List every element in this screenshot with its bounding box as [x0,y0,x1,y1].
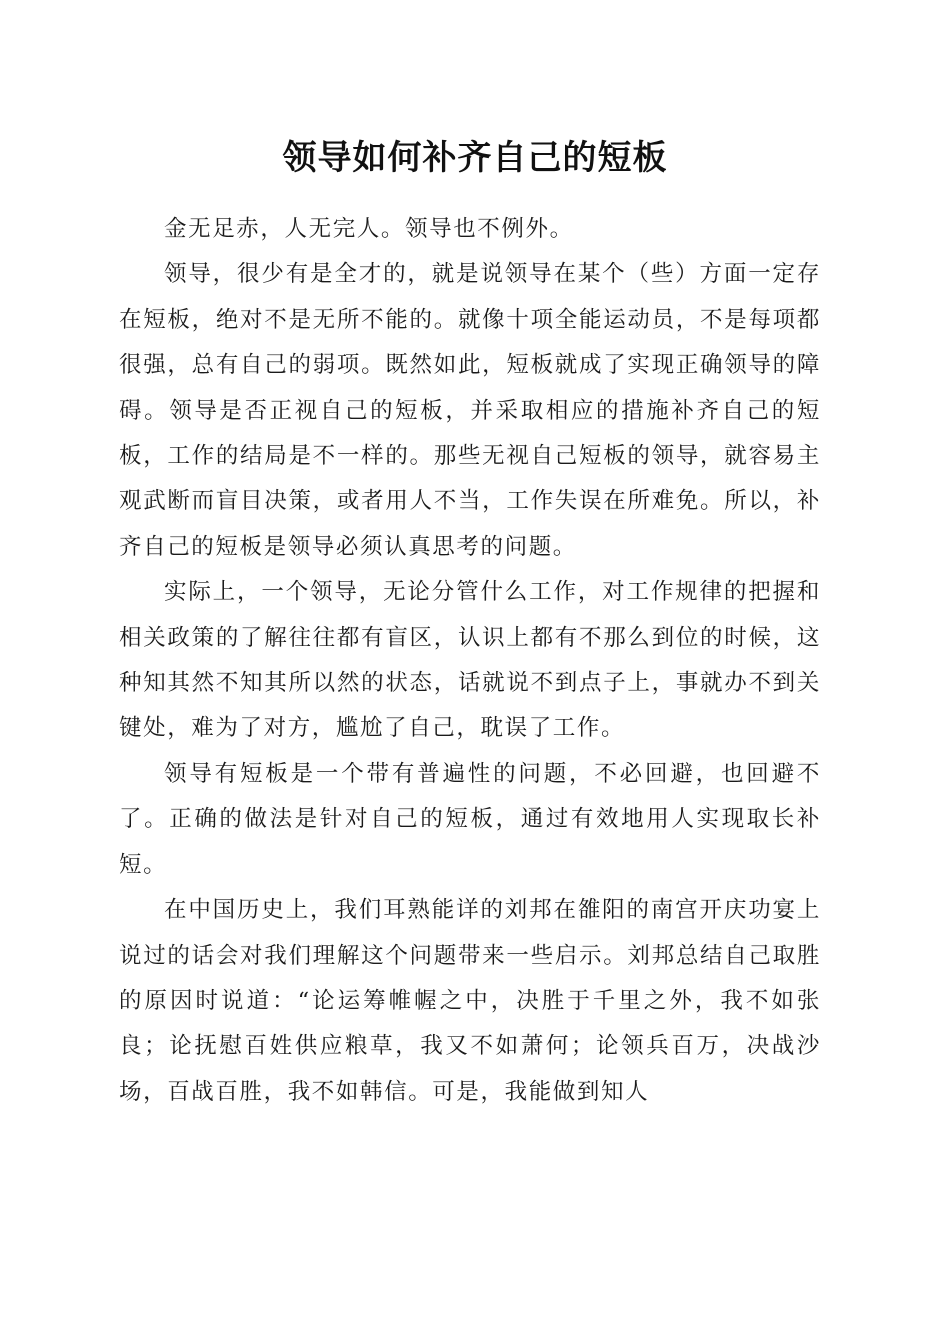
paragraph-5: 在中国历史上，我们耳熟能详的刘邦在雒阳的南宫开庆功宴上说过的话会对我们理解这个问题带来一些启示。刘邦总结自己取胜的原因时说道：“论运筹帷幄之中，决胜于千里之外，我不如张良；论抚慰百姓供应粮草，我又不如萧何；论领兵百万，决战沙场，百战百胜，我不如韩信。可是，我能做到知人 [119,897,821,1105]
paragraph-3: 实际上，一个领导，无论分管什么工作，对工作规律的把握和相关政策的了解往往都有盲区，认识上都有不那么到位的时候，这种知其然不知其所以然的状态，话就说不到点子上，事就办不到关键处，难为了对方，尴尬了自己，耽误了工作。 [119,579,821,742]
paragraph-2: 领导，很少有是全才的，就是说领导在某个（些）方面一定存在短板，绝对不是无所不能的。就像十项全能运动员，不是每项都很强，总有自己的弱项。既然如此，短板就成了实现正确领导的障碍。领导是否正视自己的短板，并采取相应的措施补齐自己的短板，工作的结局是不一样的。那些无视自己短板的领导，就容易主观武断而盲目决策，或者用人不当，工作失误在所难免。所以，补齐自己的短板是领导必须认真思考的问题。 [119,261,821,560]
paragraph-4: 领导有短板是一个带有普遍性的问题，不必回避，也回避不了。正确的做法是针对自己的短板，通过有效地用人实现取长补短。 [119,760,821,878]
document-body [119,207,821,1115]
document-title: 领导如何补齐自己的短板 [282,138,668,178]
paragraph-1: 金无足赤，人无完人。领导也不例外。 [164,216,574,242]
